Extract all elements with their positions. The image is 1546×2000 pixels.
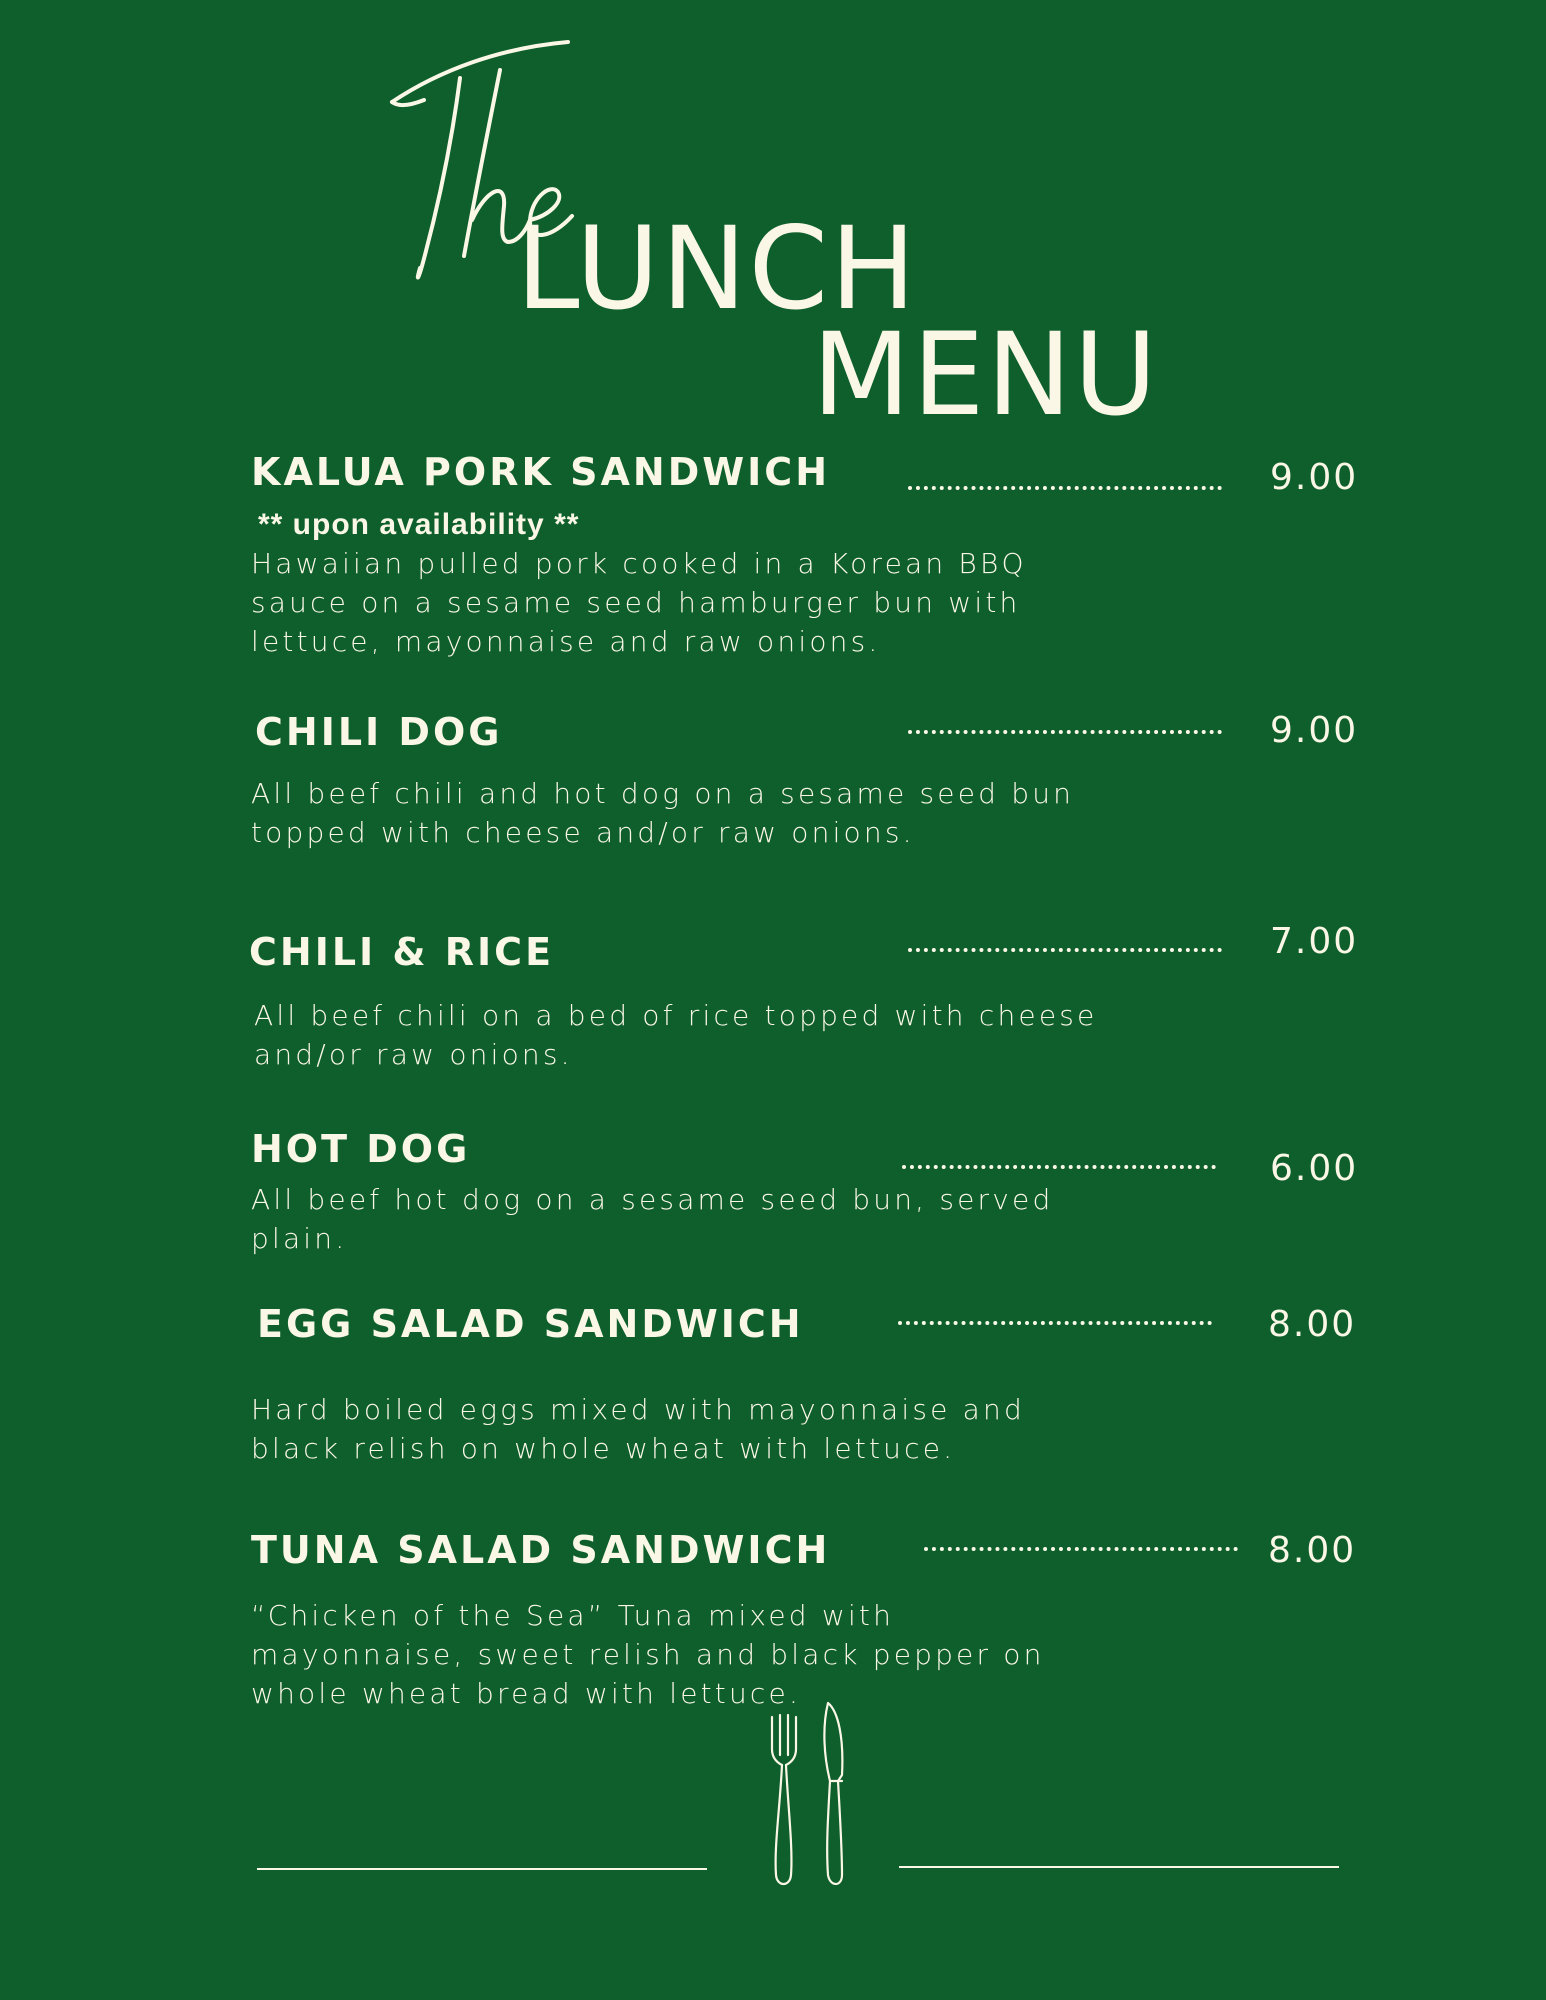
item-description: Hawaiian pulled pork cooked in a Korean BBQ sauce on a sesame seed hamburger bun with lettuce, mayonnaise and raw onions. [251, 547, 1027, 658]
item-name: HOT DOG [251, 1127, 471, 1171]
item-description: All beef chili and hot dog on a sesame seed bun topped with cheese and/or raw onions. [251, 777, 1075, 849]
item-description: All beef hot dog on a sesame seed bun, served plain. [251, 1183, 1054, 1255]
dotted-leader [908, 948, 1222, 952]
item-name: KALUA PORK SANDWICH [251, 450, 830, 494]
dotted-leader [924, 1547, 1238, 1551]
title-lunch: LUNCH [516, 202, 918, 335]
dotted-leader [902, 1165, 1216, 1169]
dotted-leader [898, 1321, 1212, 1325]
item-description: Hard boiled eggs mixed with mayonnaise and black relish on whole wheat with lettuce. [251, 1393, 1025, 1465]
dotted-leader [908, 486, 1222, 490]
footer-rule-left [257, 1868, 707, 1870]
item-name: CHILI & RICE [249, 930, 555, 974]
dotted-leader [908, 730, 1222, 734]
item-price: 9.00 [1270, 457, 1359, 498]
item-description: All beef chili on a bed of rice topped with cheese and/or raw onions. [254, 999, 1098, 1071]
fork-and-knife-icon [760, 1697, 860, 1892]
title-menu: MENU [812, 308, 1160, 441]
item-price: 8.00 [1268, 1304, 1357, 1345]
item-price: 8.00 [1268, 1530, 1357, 1571]
item-price: 7.00 [1270, 921, 1359, 962]
item-name: TUNA SALAD SANDWICH [251, 1528, 831, 1572]
footer-rule-right [899, 1866, 1339, 1868]
item-price: 6.00 [1270, 1148, 1359, 1189]
item-price: 9.00 [1270, 710, 1359, 751]
item-name: EGG SALAD SANDWICH [257, 1302, 804, 1346]
item-description: “Chicken of the Sea” Tuna mixed with mayonnaise, sweet relish and black pepper on whole wheat bread with lettuce. [251, 1599, 1045, 1710]
item-name: CHILI DOG [255, 710, 503, 754]
item-note: ** upon availability ** [258, 508, 580, 541]
